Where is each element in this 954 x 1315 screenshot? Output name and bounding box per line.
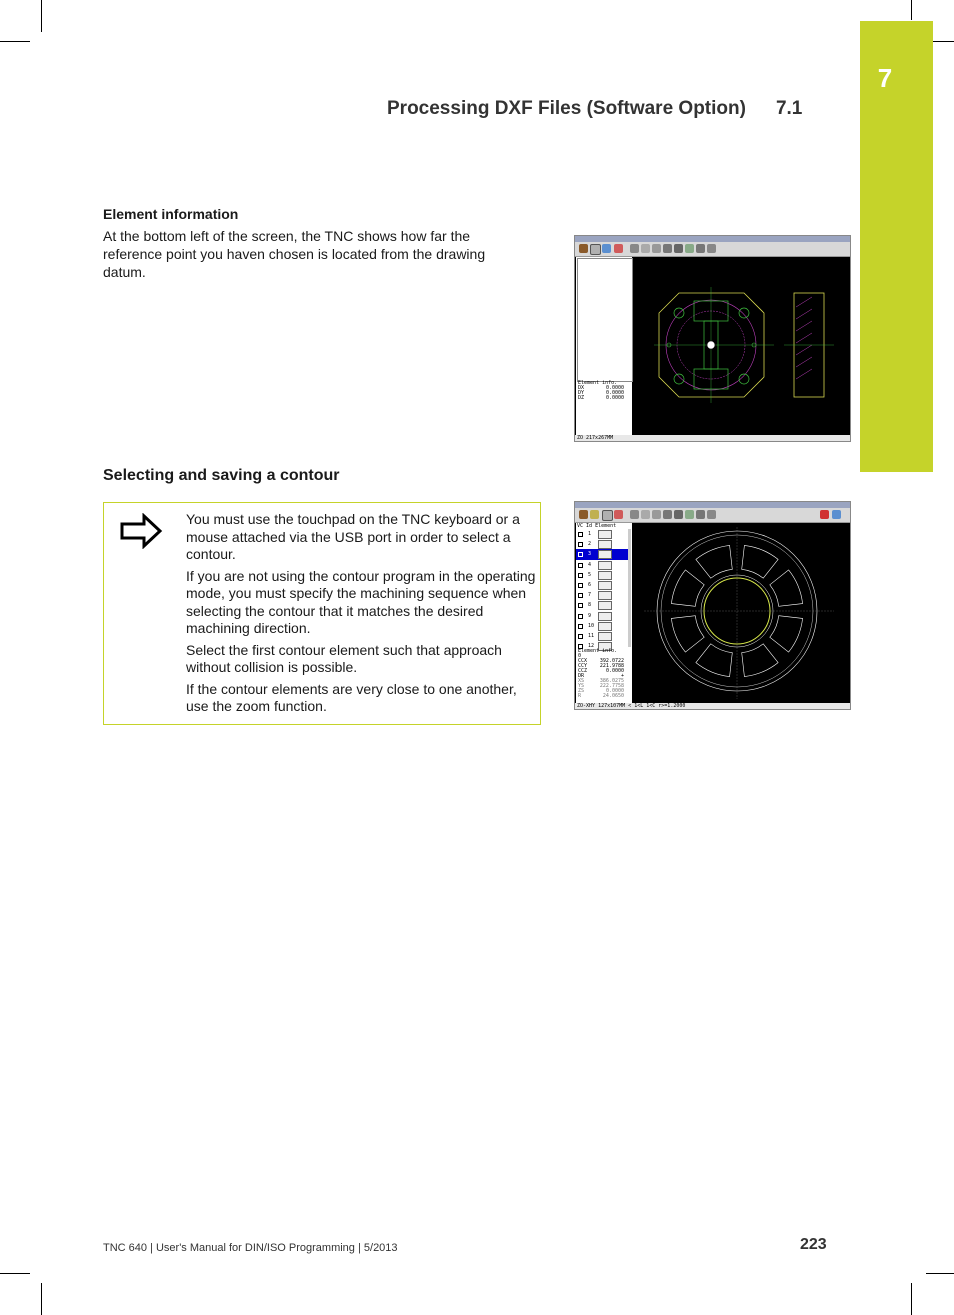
contour-list-row[interactable] (576, 580, 628, 590)
element-info-body: At the bottom left of the screen, the TNC shows how far the reference point you haven chosen is located from the drawing datum. (103, 228, 486, 280)
cad-toolbar (575, 508, 850, 523)
note-text (186, 511, 536, 720)
info-row: ZS 0.0000 (578, 688, 624, 694)
selecting-contour-heading: Selecting and saving a contour (103, 467, 340, 484)
cad-drawing-view (634, 257, 850, 437)
row-id: 1 (588, 531, 592, 537)
note-paragraph: Select the first contour element such that approach without collision is possible. (186, 641, 502, 675)
arrow-right-icon (120, 513, 164, 549)
fit-icon (663, 244, 672, 253)
row-checkbox[interactable] (578, 532, 583, 537)
note-paragraph: If the contour elements are very close to one another, use the zoom function. (186, 680, 517, 714)
row-checkbox[interactable] (578, 614, 583, 619)
cad-drawing-view (634, 523, 850, 703)
row-id: 3 (588, 551, 592, 558)
select-contour-icon (602, 244, 611, 253)
redo-icon (707, 510, 716, 519)
note-paragraph: If you are not using the contour program in the operating mode, you must specify the machining sequence when selecting the contour that it matches the desired machining direction. (186, 567, 536, 636)
row-id: 10 (588, 622, 595, 629)
element-type-icon (598, 591, 612, 600)
contour-list-row[interactable] (576, 560, 628, 570)
row-checkbox[interactable] (578, 634, 583, 639)
element-type-icon (598, 571, 612, 580)
contour-list-row[interactable] (576, 529, 628, 539)
status-bar: ZO-XHY 127x107MM < 1<L 1<C r>=1.2000 (575, 703, 850, 709)
row-id: 6 (588, 581, 592, 588)
element-type-icon (598, 530, 612, 539)
row-id: 12 (588, 643, 595, 650)
contour-list-panel (576, 523, 632, 705)
row-checkbox[interactable] (578, 583, 583, 588)
info-row: DR + (578, 673, 624, 679)
element-info-heading: Element information (103, 206, 239, 222)
layer-list (577, 258, 633, 382)
element-type-icon (598, 581, 612, 590)
crop-mark (926, 1273, 954, 1274)
crop-mark (41, 1283, 42, 1315)
row-checkbox[interactable] (578, 573, 583, 578)
info-row: YS 222.7758 (578, 683, 624, 689)
select-datum-icon (590, 244, 601, 255)
select-datum-icon (590, 510, 599, 519)
info-row: CCY 221.9788 (578, 663, 624, 669)
note-paragraph: You must use the touchpad on the TNC keyboard or a mouse attached via the USB port in order to select a contour. (186, 511, 520, 562)
contour-list-row[interactable] (576, 631, 628, 641)
pan-icon (641, 510, 650, 519)
page-header (387, 98, 802, 120)
contour-list-row[interactable] (576, 570, 628, 580)
element-info-label: Element info. (578, 380, 618, 386)
row-id: 9 (588, 612, 592, 619)
row-id: 11 (588, 632, 595, 639)
cad-toolbar (575, 242, 850, 257)
layer-icon (685, 244, 694, 253)
save-icon (832, 510, 841, 519)
page-number: 223 (800, 1236, 827, 1253)
row-checkbox[interactable] (578, 563, 583, 568)
datum-marker (707, 341, 715, 349)
fit-icon (663, 510, 672, 519)
info-row: 0 (578, 653, 582, 659)
crop-mark (0, 41, 30, 42)
undo-icon (696, 510, 705, 519)
contour-list-row[interactable] (576, 621, 628, 631)
contour-list (576, 529, 628, 651)
zoom-icon (630, 244, 639, 253)
open-file-icon (579, 510, 588, 519)
element-info-rows (578, 654, 624, 699)
info-row: XS 386.0275 (578, 678, 624, 684)
rotate-icon (652, 244, 661, 253)
list-header: VC Id Element (577, 523, 617, 529)
element-type-icon (598, 632, 612, 641)
pan-icon (641, 244, 650, 253)
contour-list-row[interactable] (576, 600, 628, 610)
status-bar: ZO 217x267MM (575, 435, 850, 441)
layer-icon (685, 510, 694, 519)
row-checkbox[interactable] (578, 542, 583, 547)
info-row: DX 0.0000 (578, 385, 624, 391)
contour-list-row[interactable] (576, 549, 628, 559)
select-contour-icon (602, 510, 613, 521)
element-type-icon (598, 550, 612, 559)
open-file-icon (579, 244, 588, 253)
element-type-icon (598, 622, 612, 631)
rotate-icon (652, 510, 661, 519)
zoom-icon (630, 510, 639, 519)
row-id: 8 (588, 602, 592, 609)
chapter-tab (860, 21, 933, 472)
header-section: 7.1 (775, 98, 803, 119)
select-position-icon (614, 244, 623, 253)
crop-mark (911, 1283, 912, 1315)
undo-icon (696, 244, 705, 253)
footer-text: TNC 640 | User's Manual for DIN/ISO Programming | 5/2013 (103, 1242, 398, 1254)
element-type-icon (598, 540, 612, 549)
crop-mark (41, 0, 42, 32)
element-type-icon (598, 601, 612, 610)
row-id: 2 (588, 541, 592, 548)
cancel-icon (820, 510, 829, 519)
list-scrollbar[interactable] (628, 529, 631, 647)
crop-mark (0, 1273, 30, 1274)
contour-list-row[interactable] (576, 590, 628, 600)
note-box (103, 502, 541, 725)
row-checkbox[interactable] (578, 603, 583, 608)
info-row: DZ 0.0000 (578, 395, 624, 401)
element-info-label: Element info. (578, 648, 618, 654)
measure-icon (674, 244, 683, 253)
row-id: 5 (588, 571, 592, 578)
row-id: 7 (588, 592, 592, 599)
contour-list-row[interactable] (576, 611, 628, 621)
chapter-number: 7 (877, 63, 893, 93)
element-type-icon (598, 561, 612, 570)
cad-screenshot-element-info (574, 235, 851, 442)
crop-mark (911, 0, 912, 20)
info-row: DY 0.0000 (578, 390, 624, 396)
info-row: CCX 392.0722 (578, 658, 624, 664)
info-row: R 24.0650 (578, 693, 624, 699)
row-checkbox[interactable] (578, 624, 583, 629)
element-type-icon (598, 612, 612, 621)
info-row: CCZ 0.0000 (578, 668, 624, 674)
cad-screenshot-contour-selection (574, 501, 851, 710)
redo-icon (707, 244, 716, 253)
row-id: 4 (588, 561, 592, 568)
measure-icon (674, 510, 683, 519)
contour-list-row[interactable] (576, 539, 628, 549)
select-position-icon (614, 510, 623, 519)
element-info-panel (576, 257, 632, 437)
row-checkbox[interactable] (578, 593, 583, 598)
row-checkbox[interactable] (578, 552, 583, 557)
header-title: Processing DXF Files (Software Option) (387, 98, 746, 119)
